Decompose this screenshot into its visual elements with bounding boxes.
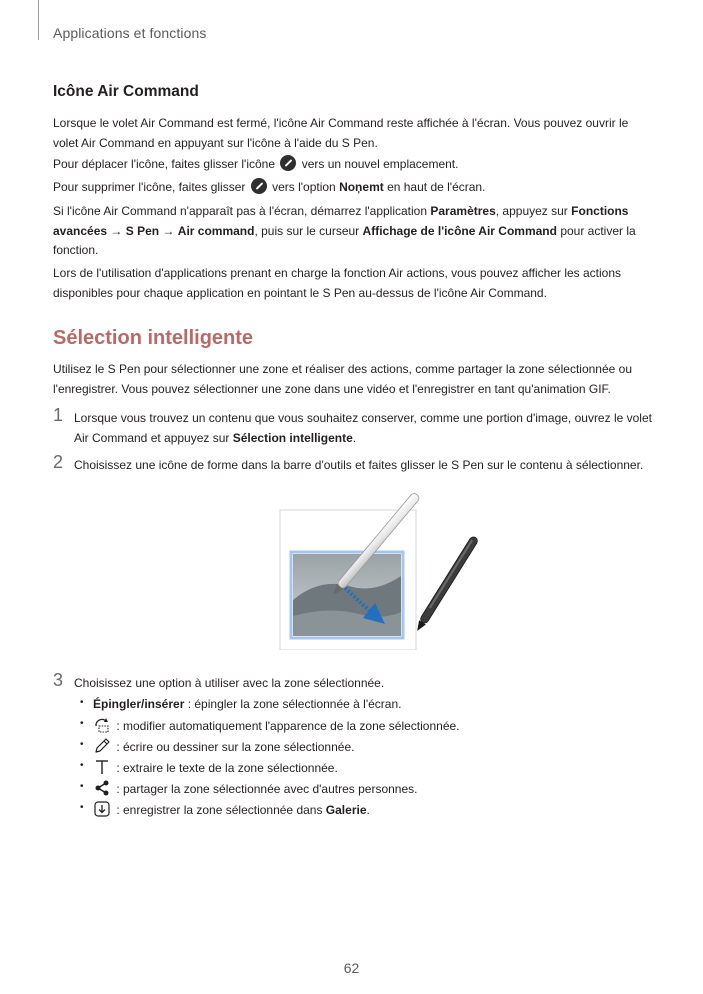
text: vers l'option [272,180,336,194]
text: , appuyez sur [495,204,568,218]
text: : écrire ou dessiner sur la zone sélectionnée. [113,740,355,754]
section-heading-air-command: Icône Air Command [53,83,199,100]
page-number: 62 [343,960,360,976]
section-heading-smart-select: Sélection intelligente [53,327,254,349]
text: : partager la zone sélectionnée avec d'autres personnes. [113,782,418,796]
step-number-1: 1 [53,405,64,425]
text: : épingler la zone sélectionnée à l'écran. [184,697,402,711]
s-pen-bottom [414,535,479,633]
air-command-pen-icon [280,155,296,171]
bullet: • [80,802,84,813]
header-rule [38,0,39,40]
text: Pour déplacer l'icône, faites glisser l'icône [53,157,276,171]
advanced-features-label: Fonctions avancées [53,204,629,238]
paragraph-air-command-3 [53,178,653,198]
text: Lorsque vous trouvez un contenu que vous souhaitez conserver, comme une portion d'image, ouvrez le volet Air Command et appuyez sur [74,411,652,445]
text: Pour supprimer l'icône, faites glisser [53,180,246,194]
bullet: • [80,739,84,750]
option-share [93,779,417,798]
text: . [352,430,357,445]
text: vers un nouvel emplacement. [301,157,459,171]
text: : extraire le texte de la zone sélectionnée. [113,761,338,775]
s-pen-label: S Pen [125,223,160,238]
text: en haut de l'écran. [387,180,486,194]
option-draw [93,737,354,756]
settings-label: Paramètres [430,204,496,218]
bullet: • [80,697,84,708]
step-text-3: Choisissez une option à utiliser avec la zone sélectionnée. [74,676,385,690]
step-text-2: Choisissez une icône de forme dans la barre d'outils et faites glisser le S Pen sur le contenu à sélectionner. [74,458,644,472]
download-icon [93,800,111,818]
smart-select-illustration [279,490,489,650]
pin-insert-label: Épingler/insérer [93,697,185,711]
auto-select-icon [93,716,111,734]
remove-option-label: Noņemt [339,180,384,194]
text: : modifier automatiquement l'apparence de la zone sélectionnée. [113,719,460,733]
paragraph-air-command-2 [53,155,653,175]
option-pin-insert [93,695,401,713]
text: Si l'icône Air Command n'apparaît pas à l'écran, démarrez l'application [53,204,428,218]
step-number-3: 3 [53,670,64,690]
bullet: • [80,760,84,771]
arrow-right-icon: → [110,223,123,238]
show-icon-label: Affichage de l'icône Air Command [362,223,557,238]
step-number-2: 2 [53,452,64,472]
option-auto-select [93,716,460,735]
paragraph-air-command-1: Lorsque le volet Air Command est fermé, l'icône Air Command reste affichée à l'écran. Vous pouvez ouvrir le volet Air Command en appuyant sur l'icône à l'aide du S Pen. [53,116,629,150]
text: . [366,803,370,817]
paragraph-air-command-4 [53,202,653,261]
share-icon [93,779,111,797]
option-extract-text [93,758,338,777]
text: , puis sur le curseur [254,223,360,238]
text-extract-icon [93,758,111,776]
text: pour activer la fonction. [53,223,636,257]
bullet: • [80,781,84,792]
air-command-label: Air command [177,223,255,238]
air-command-pen-icon [251,178,267,194]
paragraph-smart-select-intro: Utilisez le S Pen pour sélectionner une zone et réaliser des actions, comme partager la zone sélectionnée ou l'enregistrer. Vous pouvez sélectionner une zone dans une vidéo et l'enregistrer en tant qu'animation GIF. [53,362,632,396]
bullet: • [80,718,84,729]
smart-select-label: Sélection intelligente [232,430,353,445]
header-title: Applications et fonctions [53,25,207,41]
gallery-label: Galerie [325,803,367,817]
paragraph-air-command-5: Lors de l'utilisation d'applications prenant en charge la fonction Air actions, vous pouvez afficher les actions disponibles pour chaque application en pointant le S Pen au-dessus de l'icône Air Command. [53,266,622,300]
text: : enregistrer la zone sélectionnée dans [113,803,326,817]
step-text-1 [74,409,654,448]
arrow-right-icon: → [162,223,175,238]
pen-icon [93,737,111,755]
option-save [93,800,370,819]
